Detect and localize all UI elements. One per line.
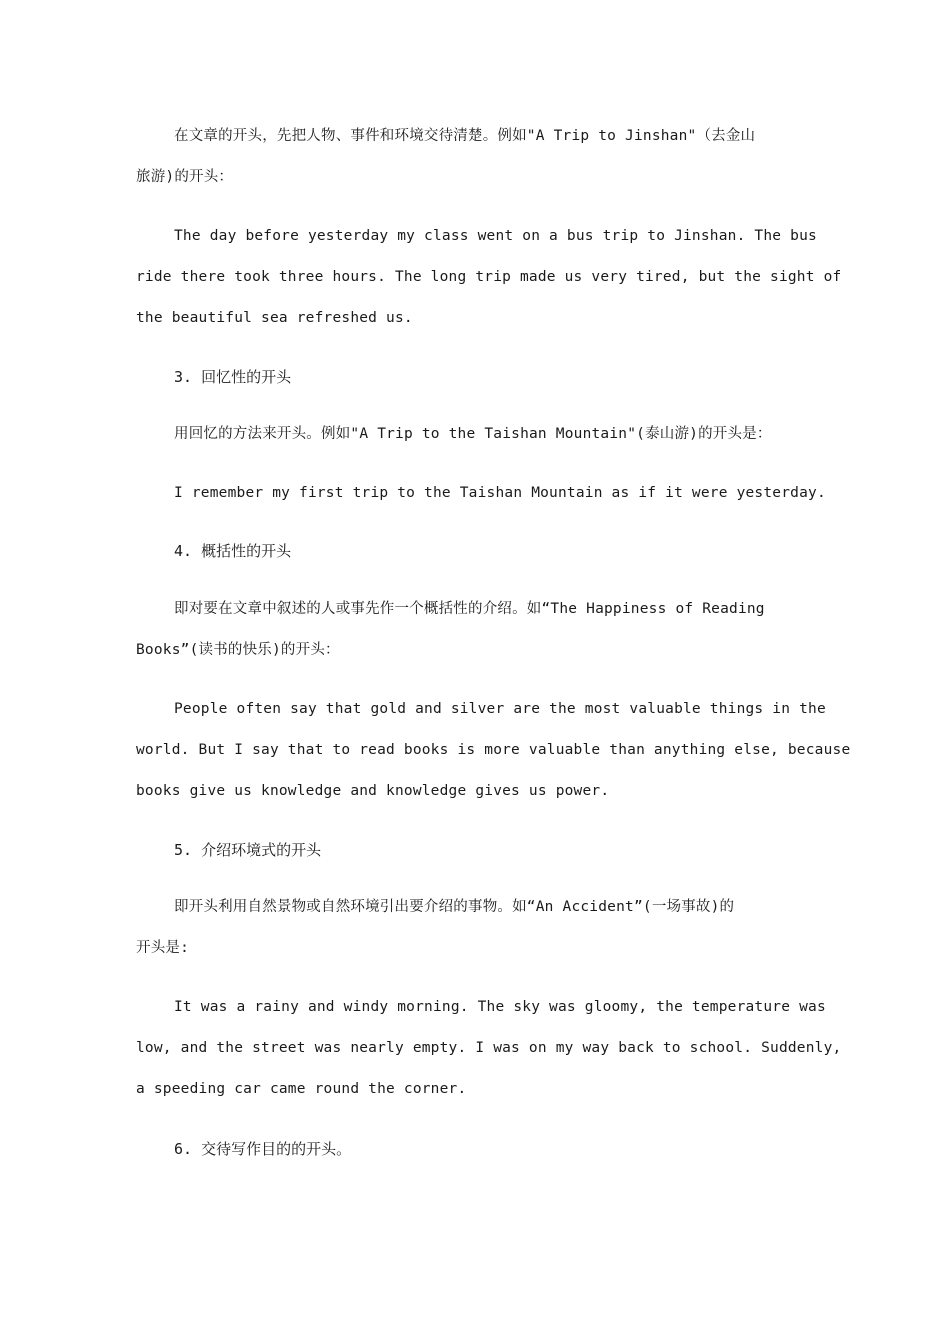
text-line: Books”(读书的快乐)的开头： xyxy=(136,642,340,658)
text-line: 旅游)的开头： xyxy=(136,169,234,185)
section-heading-5: 5. 介绍环境式的开头 xyxy=(174,841,322,859)
section-heading-6: 6. 交待写作目的的开头。 xyxy=(174,1140,352,1158)
paragraph-recall-intro xyxy=(136,414,816,455)
text-line: world. But I say that to read books is more valuable than anything else, because xyxy=(136,742,851,758)
text-line: 开头是: xyxy=(136,940,190,956)
text-line: ride there took three hours. The long trip made us very tired, but the sight of xyxy=(136,269,842,285)
paragraph-accident-example xyxy=(136,987,842,1110)
paragraph-summary-intro xyxy=(136,589,816,671)
section-heading-3: 3. 回忆性的开头 xyxy=(174,368,292,386)
text-line: books give us knowledge and knowledge gives us power. xyxy=(136,783,610,799)
text-line: People often say that gold and silver are the most valuable things in the xyxy=(174,701,826,717)
paragraph-jinshan-example xyxy=(136,216,842,339)
text-line: the beautiful sea refreshed us. xyxy=(136,310,413,326)
text-line: 用回忆的方法来开头。例如"A Trip to the Taishan Mountain"(泰山游)的开头是： xyxy=(174,426,772,442)
text-line: 在文章的开头，先把人物、事件和环境交待清楚。例如"A Trip to Jinshan"（去金山 xyxy=(174,128,756,144)
paragraph-environment-intro xyxy=(136,887,816,969)
text-line: 即对要在文章中叙述的人或事先作一个概括性的介绍。如“The Happiness of Reading xyxy=(174,601,765,617)
text-line: The day before yesterday my class went on a bus trip to Jinshan. The bus xyxy=(174,228,817,244)
text-line: low, and the street was nearly empty. I was on my way back to school. Suddenly, xyxy=(136,1040,842,1056)
text-line: I remember my first trip to the Taishan Mountain as if it were yesterday. xyxy=(174,485,826,501)
text-line: a speeding car came round the corner. xyxy=(136,1081,467,1097)
paragraph-reading-example xyxy=(136,689,851,812)
paragraph-intro-chinese xyxy=(136,116,816,198)
section-heading-4: 4. 概括性的开头 xyxy=(174,542,292,560)
text-line: It was a rainy and windy morning. The sky was gloomy, the temperature was xyxy=(174,999,826,1015)
text-line: 即开头利用自然景物或自然环境引出要介绍的事物。如“An Accident”(一场事故)的 xyxy=(174,899,735,915)
paragraph-taishan-example xyxy=(136,473,826,514)
